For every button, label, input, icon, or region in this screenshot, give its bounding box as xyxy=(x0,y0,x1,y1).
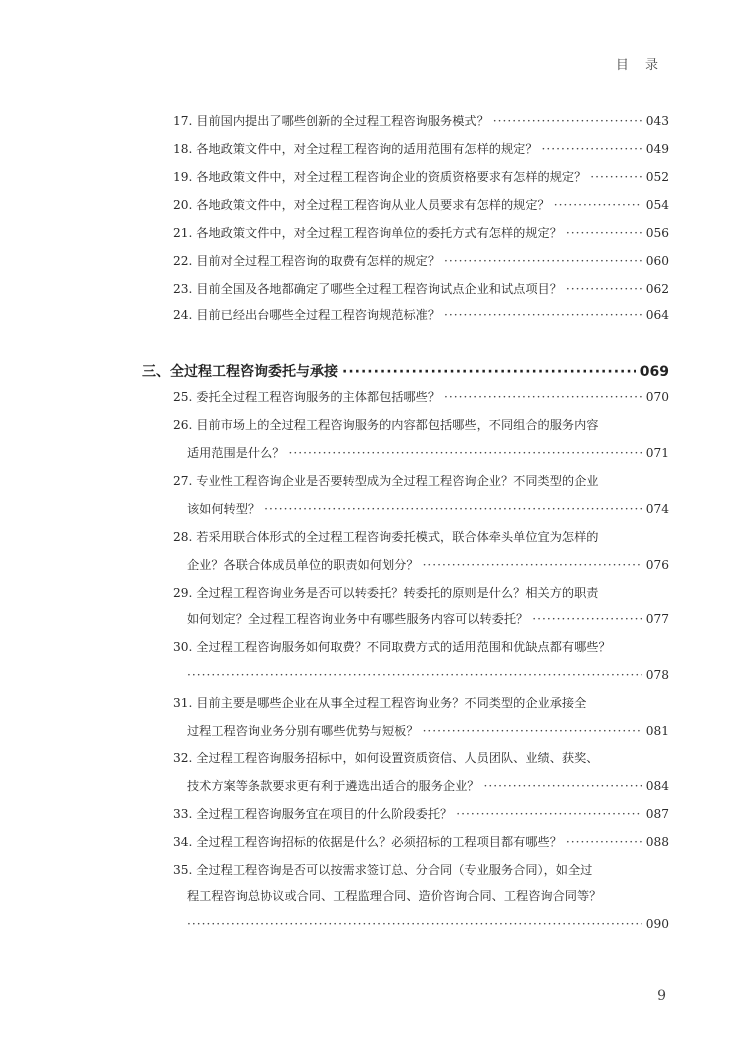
toc-entry-26-cont[interactable] xyxy=(187,443,669,463)
toc-entry-text: 27. 专业性工程咨询企业是否要转型成为全过程工程咨询企业？不同类型的企业 xyxy=(173,474,599,488)
leader-dots xyxy=(444,305,642,325)
leader-dots xyxy=(484,776,642,796)
leader-dots xyxy=(456,804,642,824)
toc-entry-page: 049 xyxy=(645,142,669,156)
toc-entry-29[interactable] xyxy=(173,583,669,603)
toc-entry-27-cont[interactable] xyxy=(187,499,669,519)
toc-entry-text: 企业？各联合体成员单位的职责如何划分？ xyxy=(187,558,419,572)
leader-dots xyxy=(444,387,642,407)
toc-entry-text: 32. 全过程工程咨询服务招标中，如何设置资质资信、人员团队、业绩、获奖、 xyxy=(173,751,599,765)
toc-entry-page: 064 xyxy=(645,308,669,322)
toc-entry-text: 程工程咨询总协议或合同、工程监理合同、造价咨询合同、工程咨询合同等？ xyxy=(187,889,602,903)
toc-entry-text: 18. 各地政策文件中，对全过程工程咨询的适用范围有怎样的规定？ xyxy=(173,142,538,156)
toc-entry-21[interactable] xyxy=(173,223,669,243)
toc-entry-22[interactable] xyxy=(173,251,669,271)
toc-entry-page: 087 xyxy=(645,807,669,821)
toc-entry-text: 30. 全过程工程咨询服务如何取费？不同取费方式的适用范围和优缺点都有哪些？ xyxy=(173,640,611,654)
leader-dots xyxy=(444,251,642,271)
toc-entry-text: 该如何转型？ xyxy=(187,502,261,516)
toc-entry-page: 084 xyxy=(645,779,669,793)
toc-entry-text: 26. 目前市场上的全过程工程咨询服务的内容都包括哪些，不同组合的服务内容 xyxy=(173,418,599,432)
toc-entry-31-cont[interactable] xyxy=(187,721,669,741)
toc-entry-28[interactable] xyxy=(173,527,669,547)
toc-entry-35[interactable] xyxy=(173,860,669,880)
leader-dots xyxy=(554,195,642,215)
toc-entry-35-cont[interactable] xyxy=(187,886,669,906)
toc-entry-page: 090 xyxy=(645,917,669,931)
header-title: 目 录 xyxy=(615,58,664,73)
leader-dots xyxy=(566,832,642,852)
toc-entry-29-cont[interactable] xyxy=(187,609,669,629)
toc-entry-text: 28. 若采用联合体形式的全过程工程咨询委托模式，联合体牵头单位宜为怎样的 xyxy=(173,530,599,544)
toc-entry-text: 适用范围是什么？ xyxy=(187,446,285,460)
toc-entry-text: 35. 全过程工程咨询是否可以按需求签订总、分合同（专业服务合同），如全过 xyxy=(173,863,593,877)
toc-entry-30[interactable] xyxy=(173,637,669,657)
toc-entry-text: 34. 全过程工程咨询招标的依据是什么？必须招标的工程项目都有哪些？ xyxy=(173,835,562,849)
page-number: 9 xyxy=(657,988,666,1004)
leader-dots xyxy=(423,721,642,741)
leader-dots xyxy=(342,361,636,383)
toc-entry-text: 25. 委托全过程工程咨询服务的主体都包括哪些？ xyxy=(173,390,441,404)
toc-entry-text: 20. 各地政策文件中，对全过程工程咨询从业人员要求有怎样的规定？ xyxy=(173,198,550,212)
section-heading[interactable] xyxy=(142,361,669,383)
toc-entry-page: 074 xyxy=(645,502,669,516)
toc-entry-page: 060 xyxy=(645,254,669,268)
toc-entry-page: 081 xyxy=(645,724,669,738)
toc-entry-30-cont[interactable] xyxy=(187,665,669,685)
toc-entry-page: 070 xyxy=(645,390,669,404)
toc-entry-text: 22. 目前对全过程工程咨询的取费有怎样的规定？ xyxy=(173,254,441,268)
toc-entry-25[interactable] xyxy=(173,387,669,407)
toc-entry-text: 17. 目前国内提出了哪些创新的全过程工程咨询服务模式？ xyxy=(173,114,489,128)
leader-dots xyxy=(423,555,642,575)
toc-entry-17[interactable] xyxy=(173,111,669,131)
toc-entry-20[interactable] xyxy=(173,195,669,215)
toc-entry-page: 077 xyxy=(645,612,669,626)
toc-entry-18[interactable] xyxy=(173,139,669,159)
leader-dots xyxy=(187,665,642,685)
leader-dots xyxy=(532,609,641,629)
toc-entry-text: 技术方案等条款要求更有利于遴选出适合的服务企业？ xyxy=(187,779,480,793)
leader-dots xyxy=(493,111,642,131)
toc-entry-page: 043 xyxy=(645,114,669,128)
leader-dots xyxy=(187,914,642,934)
toc-entry-text: 31. 目前主要是哪些企业在从事全过程工程咨询业务？不同类型的企业承接全 xyxy=(173,696,587,710)
toc-entry-text: 23. 目前全国及各地都确定了哪些全过程工程咨询试点企业和试点项目？ xyxy=(173,282,562,296)
toc-entry-page: 054 xyxy=(645,198,669,212)
leader-dots xyxy=(590,167,641,187)
toc-entry-32[interactable] xyxy=(173,748,669,768)
toc-entry-text: 24. 目前已经出台哪些全过程工程咨询规范标准？ xyxy=(173,308,441,322)
toc-entry-26[interactable] xyxy=(173,415,669,435)
toc-entry-24[interactable] xyxy=(173,305,669,325)
toc-entry-text: 29. 全过程工程咨询业务是否可以转委托？转委托的原则是什么？相关方的职责 xyxy=(173,586,599,600)
toc-entry-27[interactable] xyxy=(173,471,669,491)
toc-entry-text: 33. 全过程工程咨询服务宜在项目的什么阶段委托？ xyxy=(173,807,453,821)
toc-entry-page: 088 xyxy=(645,835,669,849)
toc-entry-33[interactable] xyxy=(173,804,669,824)
leader-dots xyxy=(542,139,642,159)
toc-entry-text: 21. 各地政策文件中，对全过程工程咨询单位的委托方式有怎样的规定？ xyxy=(173,226,562,240)
toc-entry-page: 052 xyxy=(645,170,669,184)
leader-dots xyxy=(566,279,642,299)
section-title: 三、全过程工程咨询委托与承接 xyxy=(142,364,338,380)
toc-entry-34[interactable] xyxy=(173,832,669,852)
toc-entry-text: 19. 各地政策文件中，对全过程工程咨询企业的资质资格要求有怎样的规定？ xyxy=(173,170,587,184)
toc-entry-23[interactable] xyxy=(173,279,669,299)
leader-dots xyxy=(566,223,642,243)
toc-entry-35-cont2[interactable] xyxy=(187,914,669,934)
toc-entry-page: 078 xyxy=(645,668,669,682)
toc-entry-32-cont[interactable] xyxy=(187,776,669,796)
toc-entry-page: 071 xyxy=(645,446,669,460)
leader-dots xyxy=(289,443,642,463)
toc-entry-31[interactable] xyxy=(173,693,669,713)
leader-dots xyxy=(264,499,642,519)
section-page: 069 xyxy=(639,364,669,380)
toc-entry-text: 过程工程咨询业务分别有哪些优势与短板？ xyxy=(187,724,419,738)
toc-entry-page: 056 xyxy=(645,226,669,240)
toc-entry-28-cont[interactable] xyxy=(187,555,669,575)
toc-entry-page: 076 xyxy=(645,558,669,572)
toc-entry-text: 如何划定？全过程工程咨询业务中有哪些服务内容可以转委托？ xyxy=(187,612,529,626)
toc-entry-page: 062 xyxy=(645,282,669,296)
toc-entry-19[interactable] xyxy=(173,167,669,187)
